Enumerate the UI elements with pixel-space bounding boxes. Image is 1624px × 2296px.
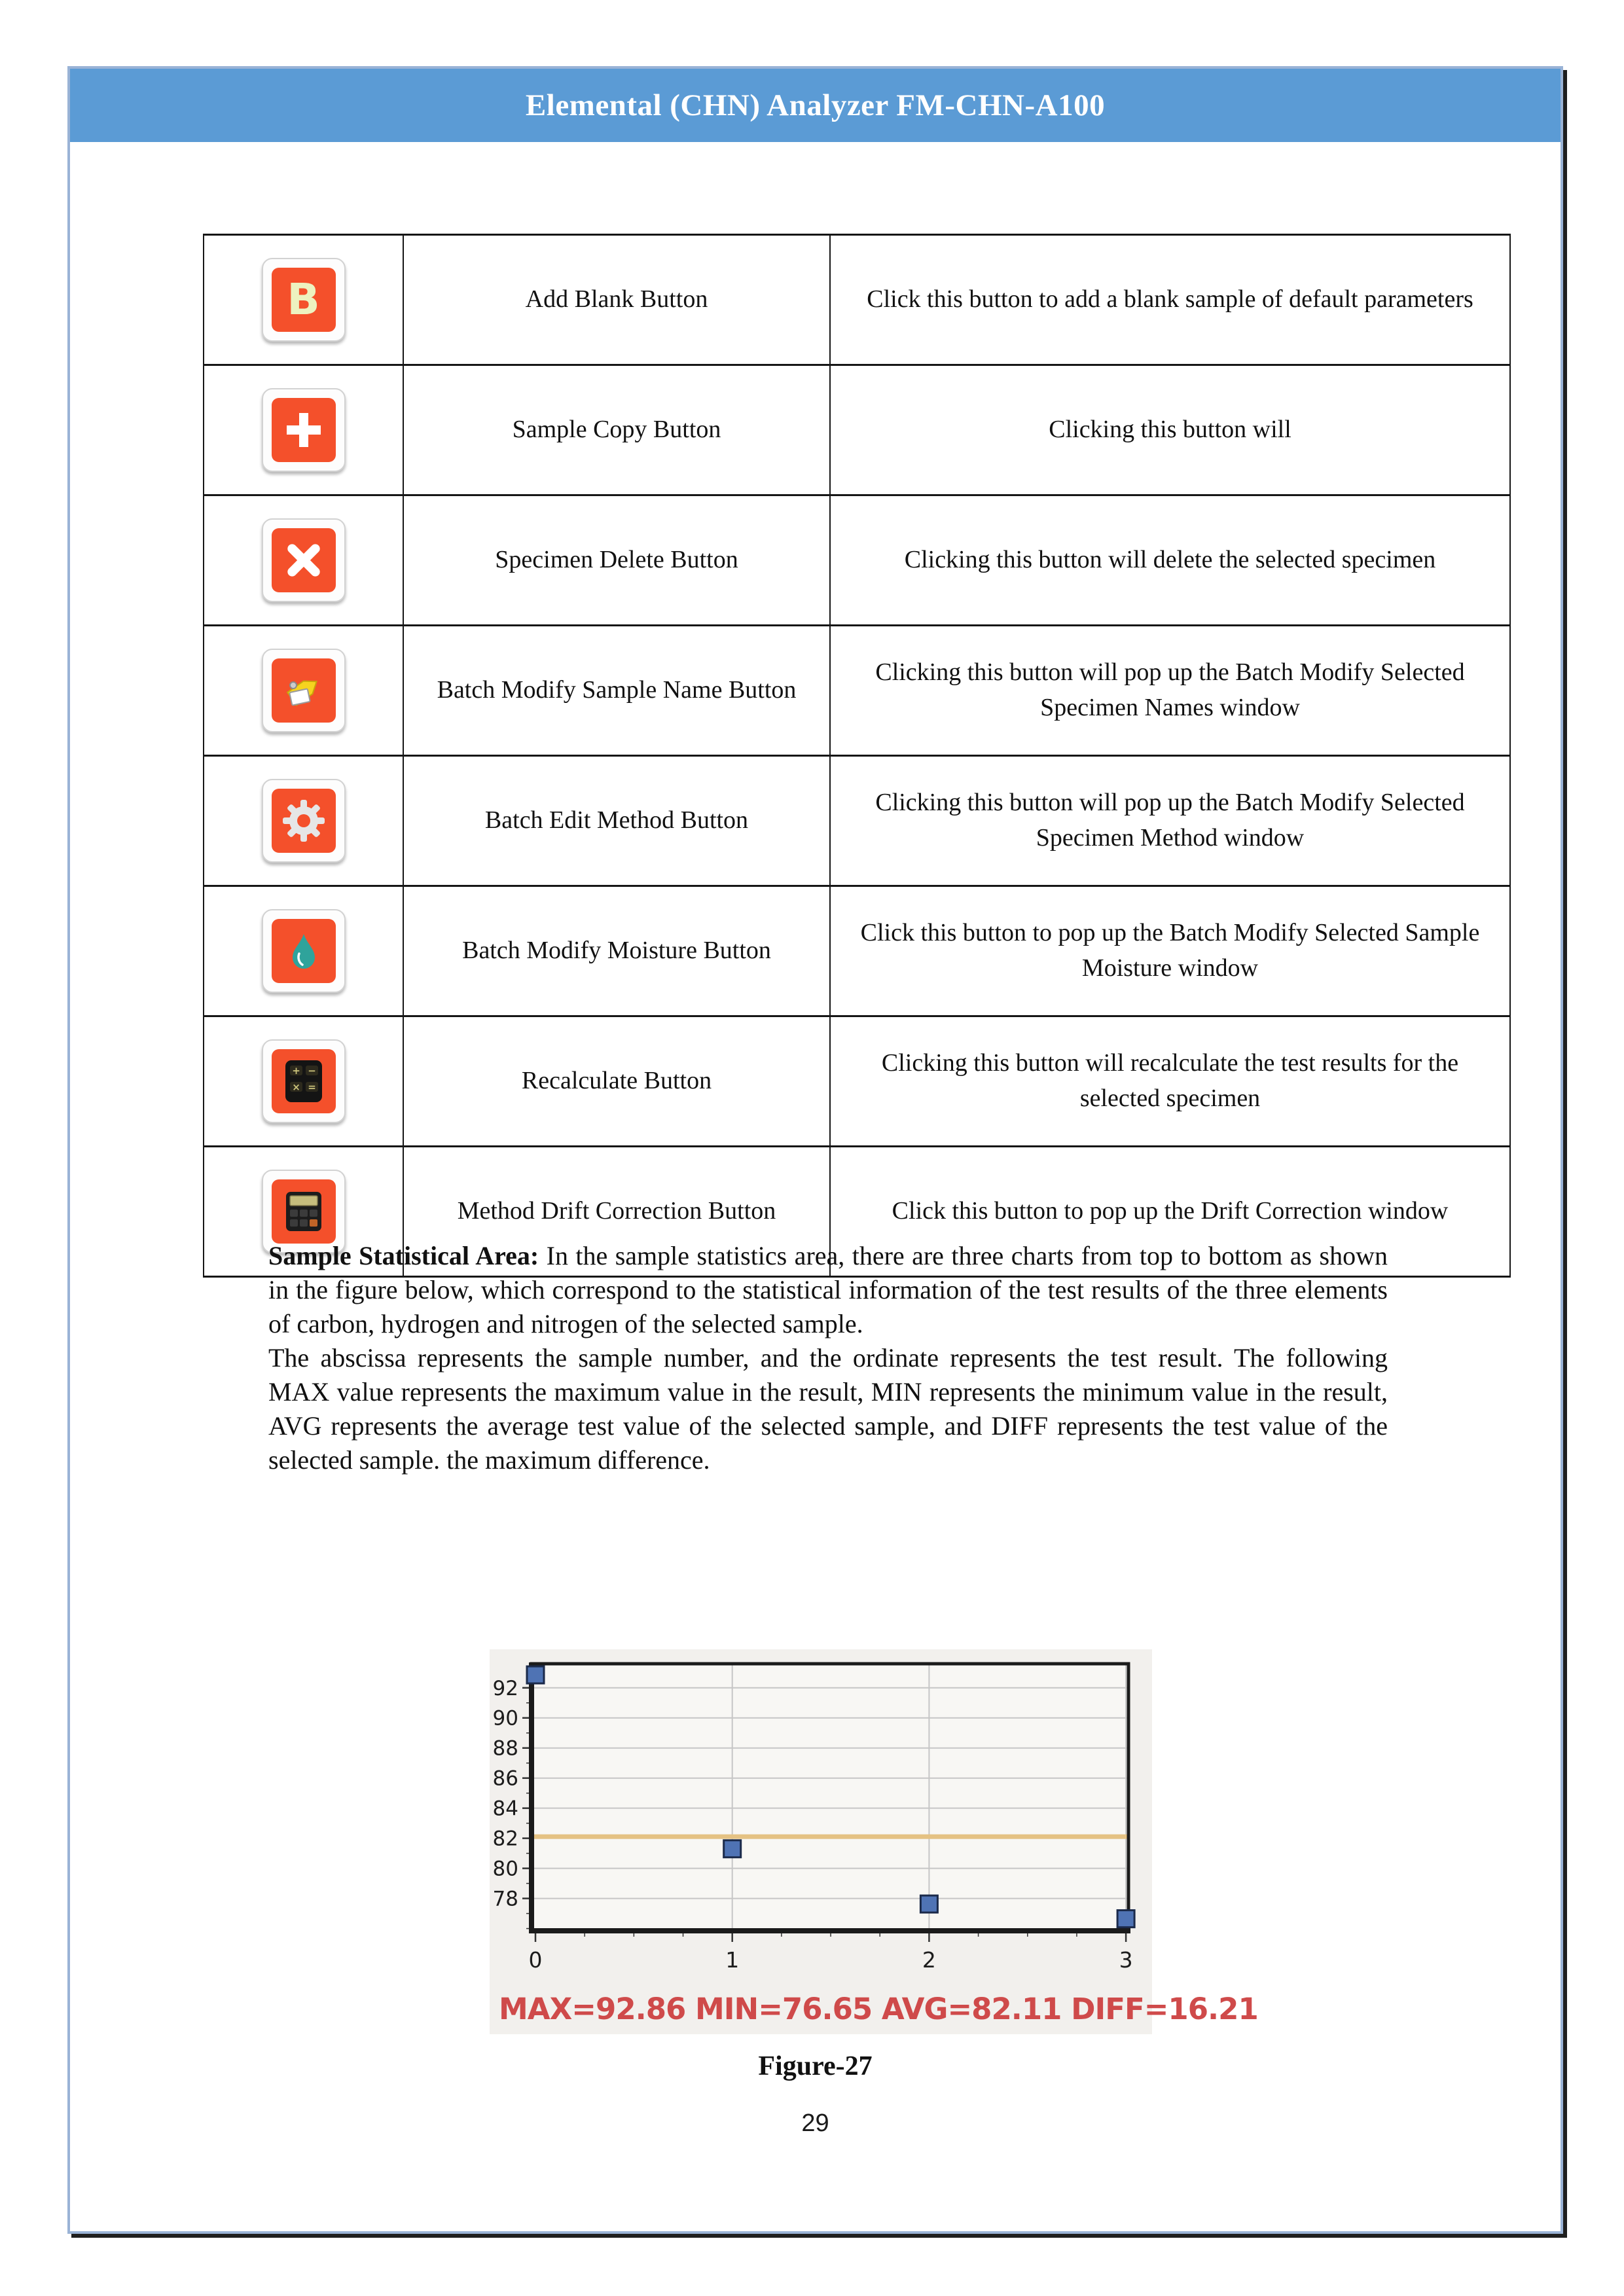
y-tick-label: 84 — [492, 1797, 518, 1821]
table-row — [204, 1016, 1510, 1147]
gear-glyph — [279, 796, 329, 846]
x-tick-label: 1 — [725, 1947, 740, 1973]
paragraph-statistical-area — [268, 1239, 1388, 1341]
calculator-screen-glyph — [279, 1187, 329, 1236]
x-glyph — [280, 537, 327, 584]
icon-cell — [204, 756, 403, 886]
method-drift-correction-icon — [272, 1179, 336, 1244]
table-row — [204, 886, 1510, 1016]
data-point-marker — [527, 1666, 544, 1683]
batch-modify-sample-name-icon — [272, 658, 336, 723]
button-description-cell: Click this button to pop up the Drift Correction window — [830, 1147, 1510, 1277]
y-tick-label: 92 — [492, 1676, 518, 1700]
icon-button — [262, 649, 346, 732]
icon-button — [262, 518, 346, 602]
table-row — [204, 495, 1510, 626]
sample-copy-icon — [272, 398, 336, 462]
table-row — [204, 235, 1510, 365]
button-name-cell: Batch Modify Sample Name Button — [403, 626, 830, 756]
plot-background — [532, 1664, 1128, 1931]
button-name-cell: Specimen Delete Button — [403, 495, 830, 626]
svg-text:+: + — [291, 1065, 300, 1077]
table-row — [204, 365, 1510, 495]
body-text — [268, 1239, 1388, 1477]
button-name-cell: Add Blank Button — [403, 235, 830, 365]
icon-button — [262, 779, 346, 863]
icon-button — [262, 1039, 346, 1123]
data-point-marker — [724, 1840, 741, 1857]
button-description-cell: Clicking this button will pop up the Batch Modify Selected Specimen Names window — [830, 626, 1510, 756]
svg-text:=: = — [307, 1081, 316, 1093]
button-reference-table — [203, 234, 1511, 1278]
y-tick-label: 78 — [492, 1887, 518, 1911]
paragraph-abscissa: The abscissa represents the sample number, and the ordinate represents the test result. The following MAX value represents the maximum value in the result, MIN represents the minimum value in the result, AVG represents the average test value of the selected sample, and DIFF represents the test value of the selected sample. the maximum difference. — [268, 1343, 1388, 1475]
button-name-cell: Recalculate Button — [403, 1016, 830, 1147]
icon-cell — [204, 235, 403, 365]
button-name-cell: Method Drift Correction Button — [403, 1147, 830, 1277]
x-tick-label: 3 — [1119, 1947, 1133, 1973]
button-name-cell: Batch Modify Moisture Button — [403, 886, 830, 1016]
table-row — [204, 756, 1510, 886]
buttons-table-body — [204, 235, 1510, 1277]
icon-button — [262, 388, 346, 472]
recalculate-icon — [272, 1049, 336, 1113]
page-number: 29 — [801, 2109, 829, 2137]
content-frame — [67, 66, 1563, 2234]
button-description-cell: Click this button to pop up the Batch Modify Selected Sample Moisture window — [830, 886, 1510, 1016]
page-title: Elemental (CHN) Analyzer FM-CHN-A100 — [525, 88, 1106, 122]
plus-glyph — [280, 406, 327, 454]
icon-cell — [204, 495, 403, 626]
figure-caption: Figure-27 — [758, 2051, 873, 2081]
button-description-cell: Click this button to add a blank sample of default parameters — [830, 235, 1510, 365]
y-tick-label: 86 — [492, 1767, 518, 1791]
statistics-scatter-chart — [490, 1649, 1152, 1982]
chart-stats-text: MAX=92.86 MIN=76.65 AVG=82.11 DIFF=16.21 — [499, 1992, 1258, 2026]
figure-27-chart — [490, 1649, 1258, 2034]
y-tick-label: 82 — [492, 1827, 518, 1851]
y-tick-label: 80 — [492, 1857, 518, 1881]
statistical-area-label: Sample Statistical Area: — [268, 1241, 539, 1270]
calculator-keys-glyph — [279, 1056, 329, 1106]
table-row — [204, 626, 1510, 756]
data-point-marker — [1117, 1910, 1134, 1928]
add-blank-icon — [272, 268, 336, 332]
specimen-delete-icon — [272, 528, 336, 592]
icon-button — [262, 258, 346, 342]
icon-cell — [204, 626, 403, 756]
page-header — [70, 69, 1561, 142]
button-description-cell: Clicking this button will pop up the Batch Modify Selected Specimen Method window — [830, 756, 1510, 886]
icon-button — [262, 909, 346, 993]
button-name-cell: Sample Copy Button — [403, 365, 830, 495]
svg-text:×: × — [291, 1081, 300, 1093]
icon-cell — [204, 886, 403, 1016]
data-point-marker — [920, 1895, 937, 1912]
batch-modify-moisture-icon — [272, 919, 336, 983]
icon-cell — [204, 1016, 403, 1147]
batch-edit-method-icon — [272, 789, 336, 853]
water-drop-glyph — [280, 927, 327, 975]
button-name-cell: Batch Edit Method Button — [403, 756, 830, 886]
button-description-cell: Clicking this button will delete the selected specimen — [830, 495, 1510, 626]
x-tick-label: 0 — [528, 1947, 543, 1973]
statistical-area-text: In the sample statistics area, there are three charts from top to bottom as shown in the figure below, which correspond to the statistical information of the test results of the three elements of carbon, hydrogen and nitrogen of the selected sample. — [268, 1241, 1388, 1338]
button-description-cell: Clicking this button will recalculate the test results for the selected specimen — [830, 1016, 1510, 1147]
letter-b-glyph: B — [287, 274, 320, 325]
y-tick-label: 88 — [492, 1736, 518, 1761]
icon-cell — [204, 365, 403, 495]
x-tick-label: 2 — [922, 1947, 936, 1973]
y-tick-label: 90 — [492, 1706, 518, 1731]
button-description-cell: Clicking this button will — [830, 365, 1510, 495]
tag-glyph — [279, 666, 329, 715]
svg-text:−: − — [307, 1065, 316, 1077]
